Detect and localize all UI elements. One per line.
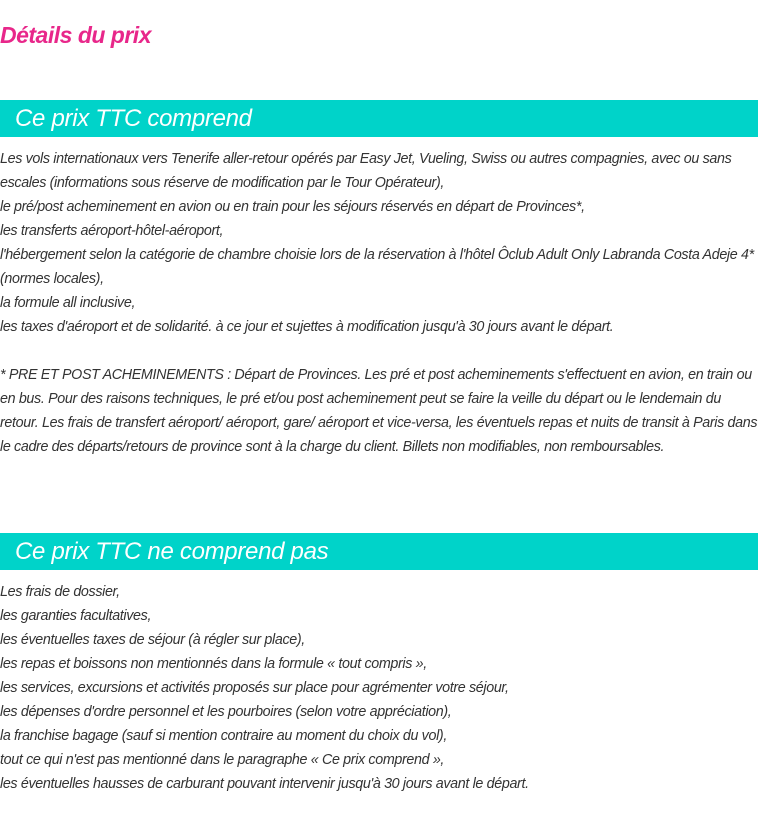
excluded-item: les services, excursions et activités proposés sur place pour agrémenter votre séjour, (0, 680, 509, 696)
excluded-item: la franchise bagage (sauf si mention contraire au moment du choix du vol), (0, 728, 447, 744)
transfer-note (0, 363, 758, 459)
included-item: les taxes d'aéroport et de solidarité. à ce jour et sujettes à modification jusqu'à 30 jours avant le départ. (0, 319, 614, 335)
included-item: la formule all inclusive, (0, 295, 136, 311)
excluded-section-header (0, 533, 758, 570)
excluded-list (0, 580, 758, 796)
included-item: le pré/post acheminement en avion ou en train pour les séjours réservés en départ de Provinces*, (0, 199, 585, 215)
page-title: Détails du prix (0, 22, 151, 48)
transfer-note-text: * PRE ET POST ACHEMINEMENTS : Départ de Provinces. Les pré et post acheminements s'effectuent en avion, en train ou en bus. Pour des raisons techniques, le pré et/ou post acheminement peut se faire la veille du départ ou le lendemain du retour. Les frais de transfert aéroport/ aéroport, gare/ aéroport et vice-versa, les éventuels repas et nuits de transit à Paris dans le cadre des départs/retours de province sont à la charge du client. Billets non modifiables, non remboursables. (0, 367, 758, 455)
excluded-item: les garanties facultatives, (0, 608, 152, 624)
included-item: l'hébergement selon la catégorie de chambre choisie lors de la réservation à l'hôtel Ôclub Adult Only Labranda Costa Adeje 4* (normes locales), (0, 247, 754, 287)
included-section-header (0, 100, 758, 137)
included-item: les transferts aéroport-hôtel-aéroport, (0, 223, 224, 239)
excluded-item: les repas et boissons non mentionnés dans la formule « tout compris », (0, 656, 427, 672)
excluded-item: les éventuelles taxes de séjour (à régler sur place), (0, 632, 305, 648)
excluded-item: les dépenses d'ordre personnel et les pourboires (selon votre appréciation), (0, 704, 452, 720)
included-section-title: Ce prix TTC comprend (15, 105, 252, 132)
excluded-section-title: Ce prix TTC ne comprend pas (15, 538, 329, 565)
included-list (0, 147, 758, 339)
excluded-item: les éventuelles hausses de carburant pouvant intervenir jusqu'à 30 jours avant le départ. (0, 776, 529, 792)
excluded-item: Les frais de dossier, (0, 584, 120, 600)
excluded-item: tout ce qui n'est pas mentionné dans le paragraphe « Ce prix comprend », (0, 752, 445, 768)
included-item: Les vols internationaux vers Tenerife aller-retour opérés par Easy Jet, Vueling, Swiss ou autres compagnies, avec ou sans escales (informations sous réserve de modification par le Tour Opérateur), (0, 151, 732, 191)
